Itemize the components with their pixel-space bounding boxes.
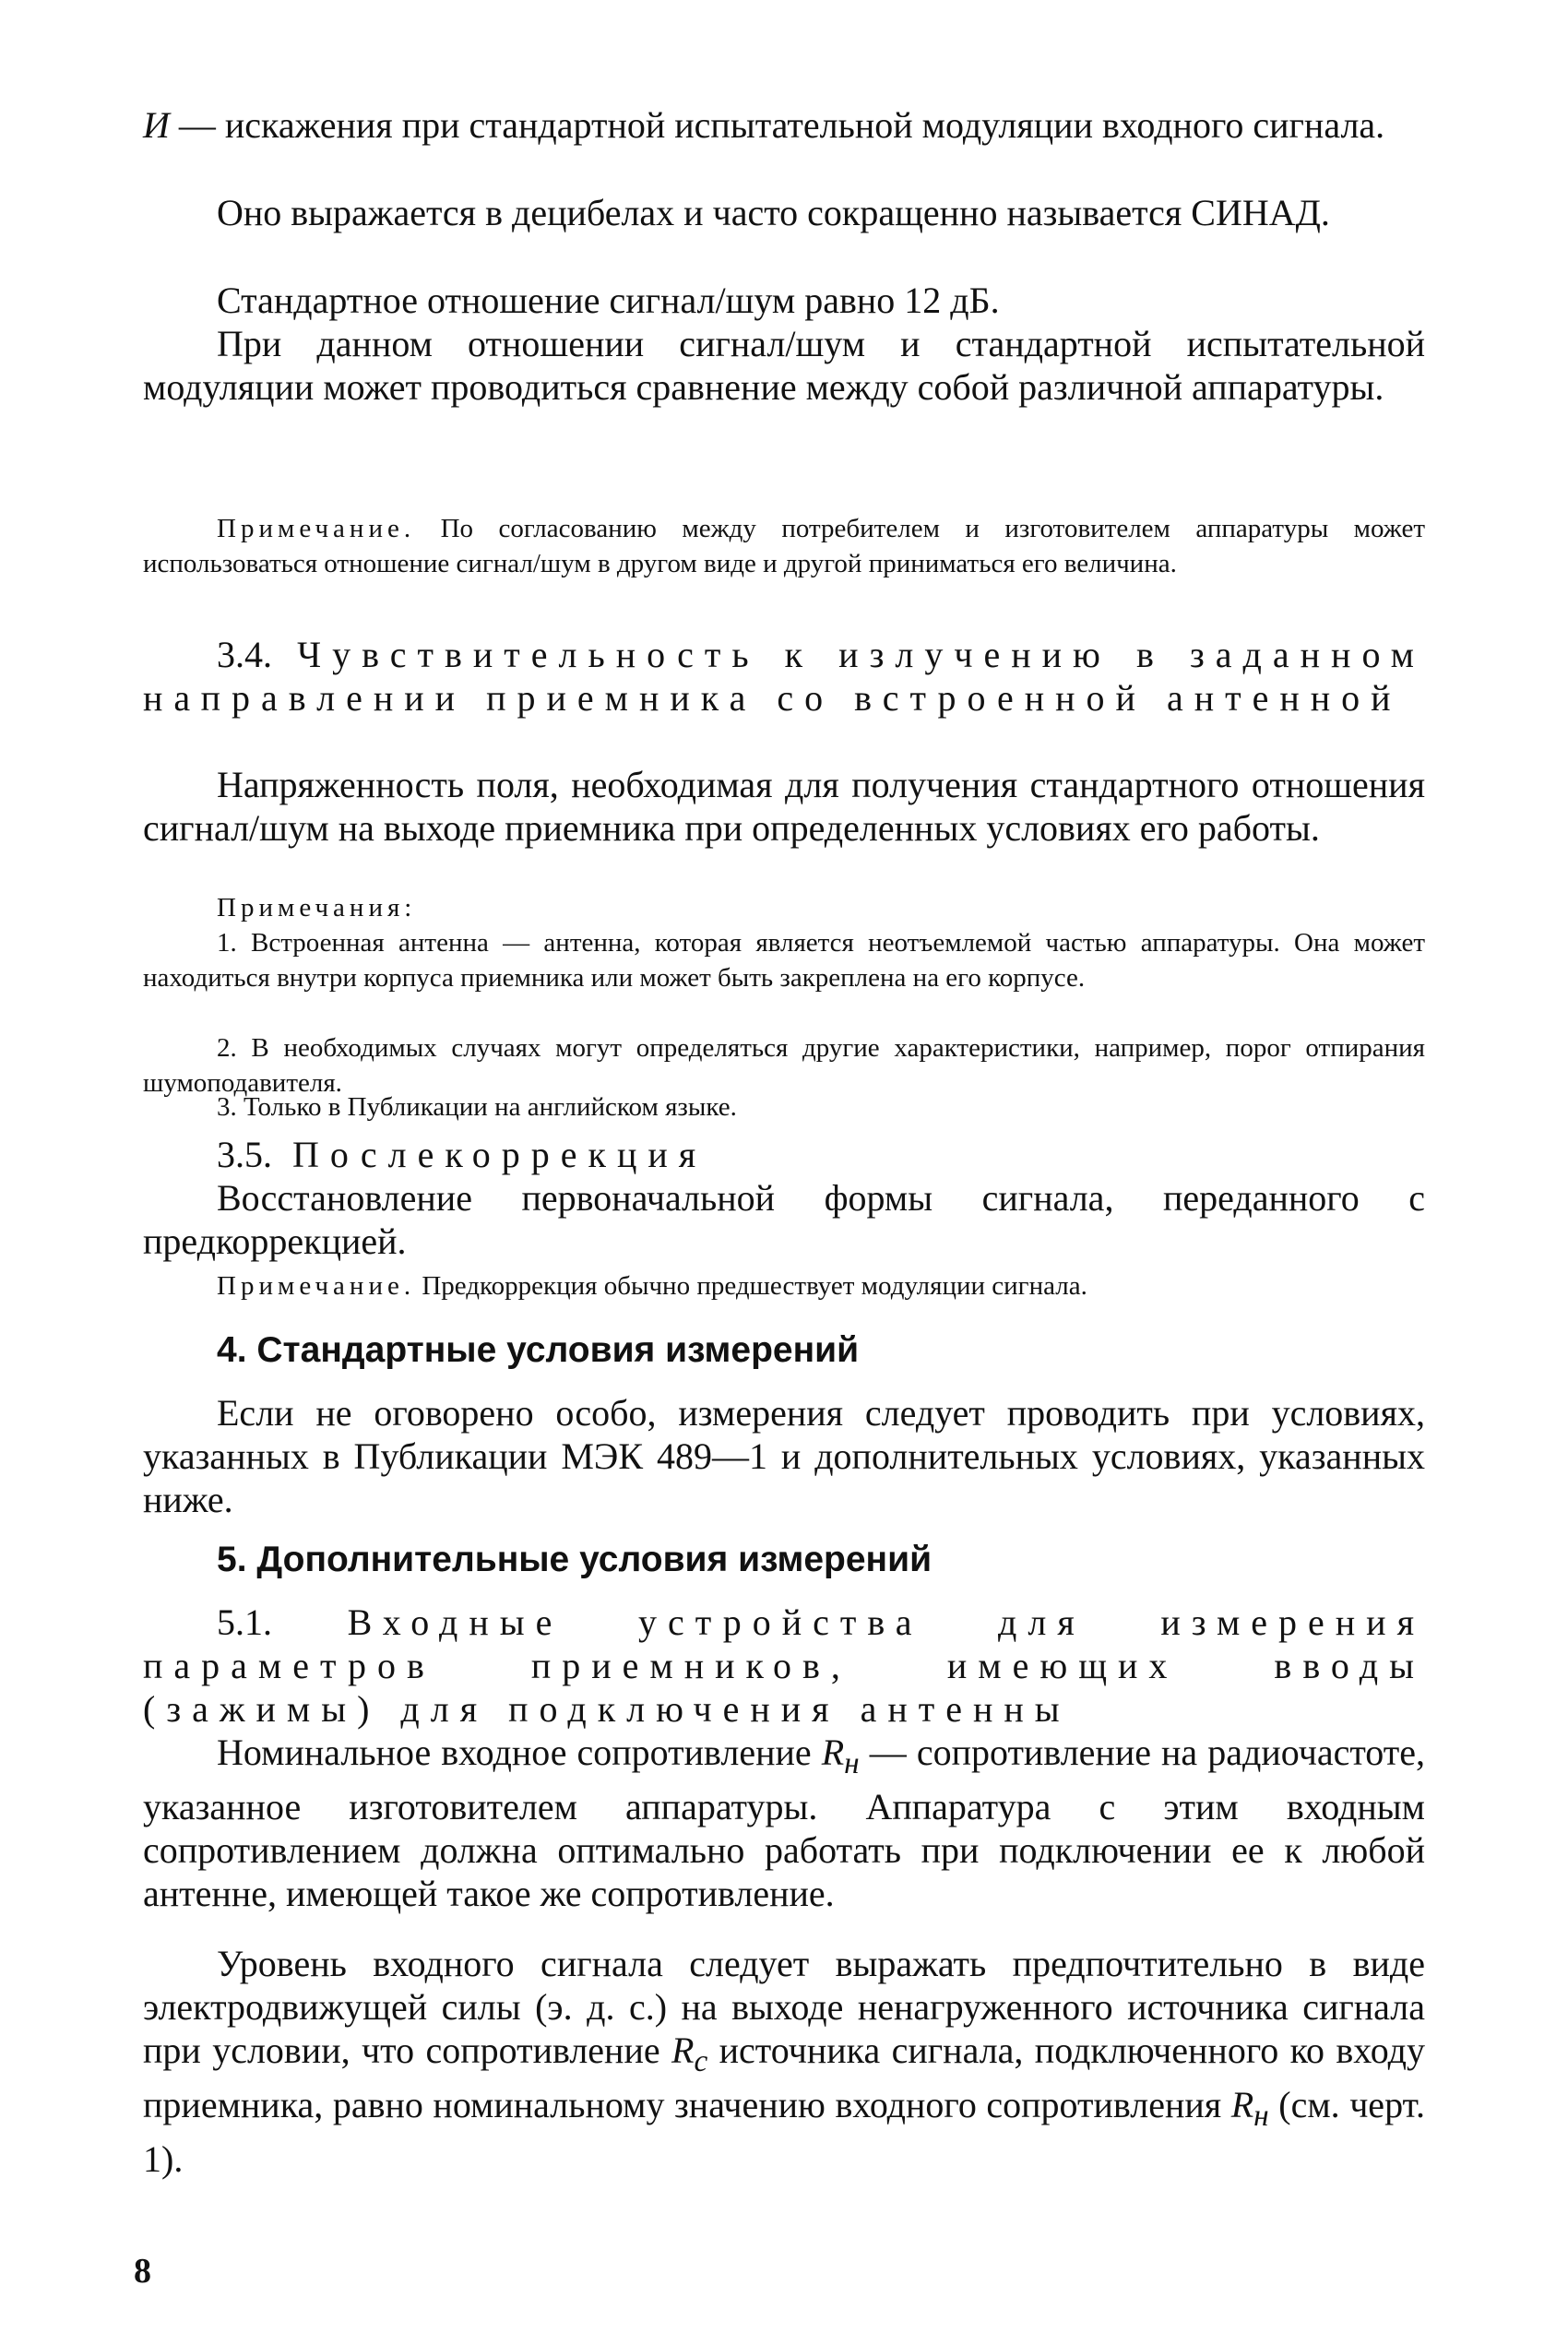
text-run: — сопротивление на радиочастоте, указанное изготовителем аппаратуры. Аппаратура с этим входным сопротивлением должна оптимально работать при подключении ее к любой антенне, имеющей такое же сопротивление. — [143, 1732, 1425, 1914]
symbol-r: R — [671, 2029, 695, 2071]
section-title: Входные устройства для измерения параметров приемников, имеющих вводы (зажимы) для подключения антенны — [143, 1601, 1425, 1730]
paragraph-standard-ratio: Стандартное отношение сигнал/шум равно 12 дБ. — [217, 280, 1000, 321]
note-lead: Примечание. — [217, 514, 416, 543]
section-number: 5.1. — [217, 1601, 272, 1643]
paragraph-comparison: При данном отношении сигнал/шум и стандартной испытательной модуляции может проводиться сравнение между собой различной аппаратуры. — [143, 323, 1425, 408]
note-item-3: 3. Только в Публикации на английском языке. — [217, 1092, 737, 1122]
note-3-5 — [143, 1268, 1425, 1303]
text-run: (см. черт. 1). — [143, 2084, 1426, 2180]
symbol-i: И — [143, 104, 170, 146]
page-number: 8 — [134, 2252, 151, 2291]
section-number: 3.5. — [217, 1134, 272, 1175]
definition-distortion — [143, 103, 1499, 147]
section-title: Послекоррекция — [272, 1134, 707, 1175]
note-text: По согласованию между потребителем и изготовителем аппаратуры может использоваться отношение сигнал/шум в другом виде и другой приниматься его величина. — [143, 514, 1425, 578]
paragraph-5-1-impedance — [143, 1731, 1425, 1915]
note-1 — [143, 511, 1425, 581]
symbol-r: R — [1230, 2084, 1254, 2125]
text-run: Уровень входного сигнала следует выражать предпочтительно в виде электродвижущей силы (э. д. с.) на выходе ненагруженного источника сигнала при условии, что сопротивление — [143, 1943, 1425, 2071]
symbol-r: R — [821, 1732, 845, 1773]
section-3-5-heading — [143, 1133, 1425, 1176]
section-3-4-heading — [143, 633, 1425, 720]
heading-4: 4. Стандартные условия измерений — [217, 1330, 860, 1370]
note-text: Предкоррекция обычно предшествует модуляции сигнала. — [415, 1271, 1087, 1301]
notes-label: Примечания: — [217, 893, 417, 922]
note-item-1: 1. Встроенная антенна — антенна, которая является неотъемлемой частью аппаратуры. Она может находиться внутри корпуса приемника или может быть закреплена на его корпусе. — [143, 928, 1425, 993]
note-lead: Примечание. — [217, 1271, 416, 1301]
definition-text: — искажения при стандартной испытательной модуляции входного сигнала. — [169, 104, 1385, 146]
section-3-5-body: Восстановление первоначальной формы сигнала, переданного с предкоррекцией. — [143, 1177, 1425, 1262]
paragraph-5-1-signal-level — [143, 1942, 1425, 2181]
text-run: источника сигнала, подключенного ко входу приемника, равно номинальному значению входного сопротивления — [143, 2029, 1425, 2125]
section-number: 3.4. — [217, 634, 272, 675]
paragraph-sinad: Оно выражается в децибелах и часто сокращенно называется СИНАД. — [217, 192, 1330, 233]
notes-lead — [143, 890, 1425, 925]
text-run: Номинальное входное сопротивление — [217, 1732, 822, 1773]
section-title: Чувствительность к излучению в заданном направлении приемника со встроенной антенной — [143, 634, 1425, 719]
subscript-c: с — [694, 2044, 708, 2078]
note-item-2: 2. В необходимых случаях могут определяться другие характеристики, например, порог отпирания шумоподавителя. — [143, 1033, 1425, 1098]
paragraph-4-body: Если не оговорено особо, измерения следует проводить при условиях, указанных в Публикации МЭК 489—1 и дополнительных условиях, указанных ниже. — [143, 1392, 1425, 1520]
subscript-n: н — [844, 1746, 860, 1780]
subscript-n: н — [1253, 2099, 1269, 2133]
section-3-4-body: Напряженность поля, необходимая для получения стандартного отношения сигнал/шум на выходе приемника при определенных условиях его работы. — [143, 764, 1425, 849]
section-5-1-heading — [143, 1601, 1425, 1731]
heading-5: 5. Дополнительные условия измерений — [217, 1540, 932, 1579]
